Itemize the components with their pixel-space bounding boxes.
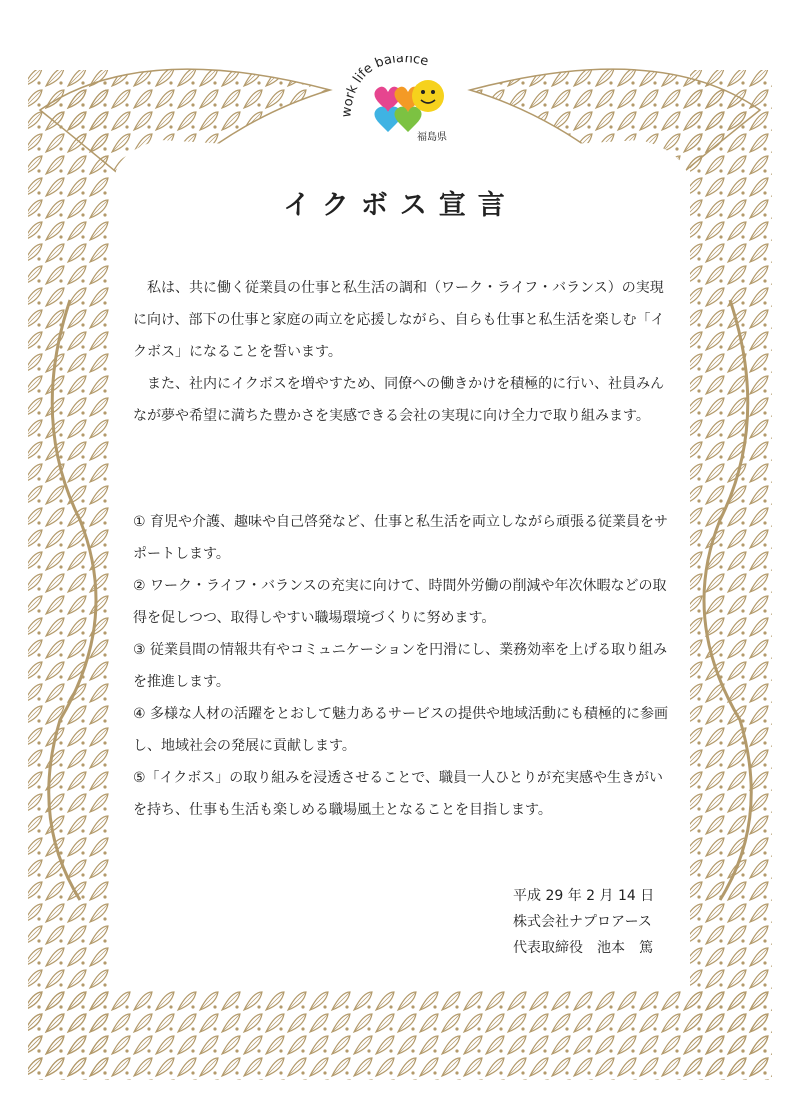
- pledge-item-5: ⑤「イクボス」の取り組みを浸透させることで、職員一人ひとりが充実感や生きがいを持ち、仕事も生活も楽しめる職場風土となることを目指します。: [133, 770, 663, 818]
- intro-section: [133, 272, 673, 432]
- pledge-item-4: ④ 多様な人材の活躍をとおして魅力あるサービスの提供や地域活動にも積極的に参画し、地域社会の発展に貢献します。: [133, 706, 668, 754]
- smiley-face: [412, 80, 444, 112]
- signature-company: 株式会社ナプロアース: [513, 914, 652, 930]
- pledge-list: [133, 506, 673, 826]
- logo-prefecture: 福島県: [417, 132, 447, 143]
- pledge-item-1: ① 育児や介護、趣味や自己啓発など、仕事と私生活を両立しながら頑張る従業員をサポートします。: [133, 514, 668, 562]
- pledge-item-3: ③ 従業員間の情報共有やコミュニケーションを円滑にし、業務効率を上げる取り組みを推進します。: [133, 642, 668, 690]
- intro-paragraph-2: また、社内にイクボスを増やすため、同僚への働きかけを積極的に行い、社員みんなが夢や希望に満ちた豊かさを実感できる会社の実現に向け全力で取り組みます。: [133, 376, 665, 424]
- logo-text: work life balance: [340, 56, 430, 119]
- bottom-border-band: [28, 990, 772, 1080]
- signature-block: [513, 883, 654, 961]
- intro-paragraph-1: 私は、共に働く従業員の仕事と私生活の調和（ワーク・ライフ・バランス）の実現に向け、部下の仕事と家庭の両立を応援しながら、自らも仕事と私生活を楽しむ「イクボス」になることを誓います。: [133, 280, 665, 360]
- pledge-item-2: ② ワーク・ライフ・バランスの充実に向けて、時間外労働の削減や年次休暇などの取得を促しつつ、取得しやすい職場環境づくりに努めます。: [133, 578, 667, 626]
- page-title: イクボス宣言: [283, 190, 517, 221]
- signature-representative: 代表取締役 池本 篤: [513, 940, 653, 956]
- signature-date: 平成 29 年 2 月 14 日: [513, 888, 655, 904]
